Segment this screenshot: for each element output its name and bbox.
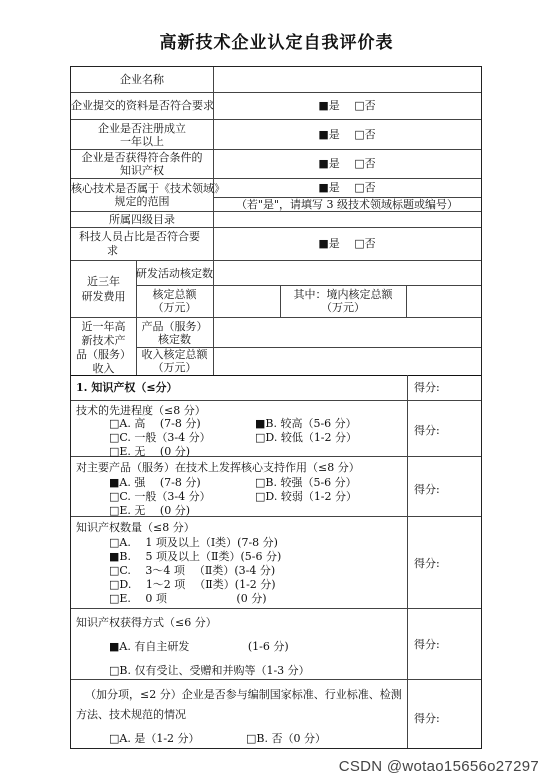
- row-divider: [71, 178, 481, 179]
- rd-domestic-label: 其中：境内核定总额: [293, 288, 393, 301]
- domain-directory-label: 所属四级目录: [109, 213, 175, 226]
- q1-score-label: 得分:: [414, 424, 440, 437]
- q2-option-d[interactable]: □D. 较弱（1-2 分）: [255, 490, 358, 503]
- q2-option-c[interactable]: □C. 一般（3-4 分）: [109, 490, 211, 503]
- score-col-divider: [407, 375, 408, 748]
- row-divider: [71, 227, 481, 228]
- rd-activity-label: 研发活动核定数: [136, 267, 213, 280]
- q4-option-a[interactable]: ■A. 有自主研发 (1-6 分): [109, 640, 289, 653]
- income-product-label-cont: 核定数: [158, 333, 191, 346]
- materials-choice[interactable]: ■是 □否: [318, 99, 376, 112]
- q3-option-e[interactable]: □E. 0 项 (0 分): [109, 592, 267, 605]
- q5-title: （加分项，≤2 分）企业是否参与编制国家标准、行业标准、检测: [85, 688, 402, 701]
- row-divider: [71, 679, 481, 680]
- q2-title: 对主要产品（服务）在技术上发挥核心支持作用（≤8 分）: [76, 461, 360, 474]
- staff-ratio-label: 科技人员占比是否符合要: [79, 230, 200, 243]
- q1-option-d[interactable]: □D. 较低（1-2 分）: [255, 431, 358, 444]
- income-product-label: 产品（服务）: [141, 320, 208, 333]
- ip-choice[interactable]: ■是 □否: [318, 157, 376, 170]
- row-divider: [71, 149, 481, 150]
- income-label-4: 收入: [92, 362, 115, 375]
- registered-label: 企业是否注册成立: [98, 122, 186, 135]
- col-divider: [406, 285, 407, 317]
- section-1-header: 1. 知识产权（≤分）: [76, 381, 178, 394]
- section-divider: [71, 375, 481, 376]
- registered-choice[interactable]: ■是 □否: [318, 128, 376, 141]
- income-label-3: 品（服务）: [76, 348, 131, 361]
- q2-option-a[interactable]: ■A. 强 (7-8 分): [109, 476, 201, 489]
- q3-option-c[interactable]: □C. 3～4 项 （Ⅱ类）(3-4 分): [109, 564, 276, 577]
- q5-score-label: 得分:: [414, 712, 440, 725]
- q4-option-b[interactable]: □B. 仅有受让、受赠和并购等（1-3 分）: [109, 664, 310, 677]
- rd-total-label: 核定总额: [152, 288, 197, 301]
- q1-option-b[interactable]: ■B. 较高（5-6 分）: [255, 417, 357, 430]
- rd-cost-label-cont: 研发费用: [81, 290, 126, 303]
- company-name-label: 企业名称: [120, 73, 164, 86]
- row-divider: [71, 211, 481, 212]
- ip-label-cont: 知识产权: [120, 164, 164, 177]
- row-divider: [71, 92, 481, 93]
- income-label: 近一年高: [81, 320, 126, 333]
- evaluation-form: [70, 66, 482, 749]
- staff-ratio-choice[interactable]: ■是 □否: [318, 237, 376, 250]
- page-title: 高新技术企业认定自我评价表: [159, 33, 394, 53]
- income-total-unit: （万元）: [152, 361, 197, 374]
- rd-total-unit: （万元）: [152, 301, 197, 314]
- q4-title: 知识产权获得方式（≤6 分）: [76, 616, 217, 629]
- q2-score-label: 得分:: [414, 483, 440, 496]
- q5-option-a[interactable]: □A. 是（1-2 分）: [109, 732, 200, 745]
- row-divider: [71, 260, 481, 261]
- q2-option-e[interactable]: □E. 无 (0 分): [109, 504, 190, 517]
- q3-option-d[interactable]: □D. 1～2 项 （Ⅱ类）(1-2 分): [109, 578, 276, 591]
- q1-title: 技术的先进程度（≤8 分）: [76, 404, 206, 417]
- registered-label-cont: 一年以上: [120, 135, 164, 148]
- q1-option-c[interactable]: □C. 一般（3-4 分）: [109, 431, 211, 444]
- q3-option-b[interactable]: ■B. 5 项及以上（Ⅱ类）(5-6 分): [109, 550, 282, 563]
- q5-title-cont: 方法、技术规范的情况: [76, 708, 186, 721]
- row-divider: [71, 400, 481, 401]
- core-tech-label: 核心技术是否属于《技术领域》: [71, 182, 225, 195]
- income-total-label: 收入核定总额: [141, 348, 208, 361]
- q2-option-b[interactable]: □B. 较强（5-6 分）: [255, 476, 357, 489]
- score-label: 得分:: [414, 381, 440, 394]
- ip-label: 企业是否获得符合条件的: [81, 151, 203, 164]
- row-divider: [136, 285, 481, 286]
- staff-ratio-label-cont: 求: [107, 244, 118, 257]
- row-divider: [71, 119, 481, 120]
- core-tech-label-cont: 规定的范围: [114, 195, 170, 208]
- core-tech-choice[interactable]: ■是 □否: [318, 181, 376, 194]
- core-tech-note: （若"是"，请填写 3 级技术领域标题或编号）: [235, 198, 459, 211]
- q3-option-a[interactable]: □A. 1 项及以上（Ⅰ类）(7-8 分): [109, 536, 278, 549]
- q1-option-e[interactable]: □E. 无 (0 分): [109, 445, 190, 458]
- q5-option-b[interactable]: □B. 否（0 分）: [246, 732, 326, 745]
- row-divider: [71, 317, 481, 318]
- rd-domestic-unit: （万元）: [321, 301, 365, 314]
- materials-label: 企业提交的资料是否符合要求: [71, 99, 214, 112]
- watermark: CSDN @wotao15656o27297: [338, 758, 539, 775]
- q4-score-label: 得分:: [414, 638, 440, 651]
- row-divider: [71, 608, 481, 609]
- q1-option-a[interactable]: □A. 高 (7-8 分): [109, 417, 201, 430]
- income-label-2: 新技术产: [81, 334, 126, 347]
- q3-score-label: 得分:: [414, 557, 440, 570]
- col-divider: [213, 67, 214, 375]
- rd-cost-label: 近三年: [87, 275, 120, 288]
- q3-title: 知识产权数量（≤8 分）: [76, 521, 195, 534]
